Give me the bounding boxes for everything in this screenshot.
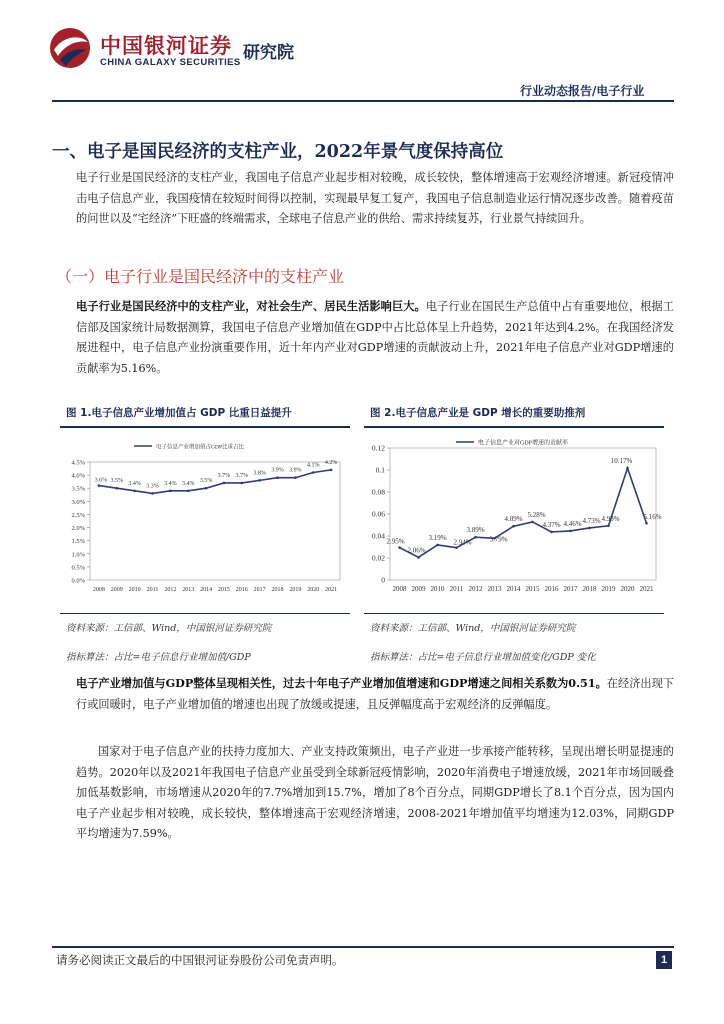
data-label: 3.89% <box>466 526 485 535</box>
subsection-paragraph <box>76 296 674 379</box>
x-tick-label: 2018 <box>582 585 597 593</box>
x-tick-label: 2018 <box>271 587 284 593</box>
y-tick-label: 0.08 <box>371 487 385 497</box>
data-point <box>531 521 534 524</box>
plot-frame <box>90 459 340 580</box>
page-number: 1 <box>656 951 672 969</box>
data-label: 4.93% <box>601 514 620 523</box>
data-label: 2.94% <box>453 538 472 547</box>
y-tick-label: 0.04 <box>371 531 385 541</box>
x-tick-label: 2016 <box>544 585 559 593</box>
data-point <box>455 546 458 549</box>
correlation-lead: 电子产业增加值与GDP整体呈现相关性，过去十年电子产业增加值增速和GDP增速之间相关系数为0.51。 <box>76 676 607 690</box>
y-tick-label: 2.5% <box>71 511 85 519</box>
section-title: 一、电子是国民经济的支柱产业，2022年景气度保持高位 <box>52 142 504 162</box>
report-type: 行业动态报告/电子行业 <box>520 84 645 98</box>
data-point <box>398 546 401 549</box>
x-tick-label: 2012 <box>164 587 177 593</box>
data-label: 3.3% <box>146 483 159 490</box>
data-point <box>115 487 118 490</box>
y-tick-label: 0 <box>381 575 385 585</box>
figure1-method: 指标算法：占比=电子信息行业增加值/GDP <box>66 652 251 663</box>
galaxy-logo-icon <box>48 26 92 70</box>
subsection-body: 电子行业在国民生产总值中占有重要地位，根据工信部及国家统计局数据测算，我国电子信息产业增加值在GDP中占比总体呈上升趋势，2021年达到4.2%。在我国经济发展进程中，电子信息产业扮演重要作用，近十年内产业对GDP增速的贡献波动上升，2021年电子信息产业对GDP增速的贡献率为5.16%。 <box>76 300 674 375</box>
x-tick-label: 2021 <box>325 587 338 593</box>
data-point <box>98 484 101 487</box>
y-tick-label: 3.0% <box>71 498 85 506</box>
figure1-chart <box>56 432 352 600</box>
data-label: 3.7% <box>217 472 231 479</box>
logo-en-text: CHINA GALAXY SECURITIES <box>100 57 241 68</box>
data-point <box>258 479 261 482</box>
x-tick-label: 2017 <box>563 585 578 593</box>
x-tick-label: 2011 <box>146 587 159 593</box>
data-point <box>607 524 610 527</box>
data-label: 2.06% <box>407 546 426 555</box>
data-label: 3.7% <box>235 472 249 479</box>
legend-label: 电子信息产业对GDP增速的贡献率 <box>478 440 569 447</box>
y-tick-label: 2.0% <box>71 525 85 533</box>
data-label: 3.8% <box>253 470 266 477</box>
data-point <box>512 525 515 528</box>
data-point <box>436 544 439 547</box>
y-tick-label: 0.12 <box>371 443 385 453</box>
footer-rule <box>52 946 674 948</box>
policy-paragraph: 国家对于电子信息产业的扶持力度加大、产业支持政策频出，电子产业进一步承接产能转移，呈现出增长明显提速的趋势。2020年以及2021年我国电子信息产业虽受到全球新冠疫情影响，2020年消费电子增速放缓，2021年市场回暖叠加低基数影响，市场增速从2020年的7.7%增加到15.7%，增加了8个百分点，同期GDP增长了8.1个百分点，因为国内电子产业起步相对较晚，成长较快，整体增速高于宏观经济增速，2008-2021年增加值平均增速为12.03%，同期GDP平均增速为7.59%。 <box>76 745 674 840</box>
figure2-rule <box>364 426 664 428</box>
y-tick-label: 0.1 <box>375 465 385 475</box>
y-tick-label: 0.0% <box>71 577 85 585</box>
x-tick-label: 2017 <box>253 587 266 593</box>
x-tick-label: 2013 <box>182 587 195 593</box>
figure1-bottom-rule <box>60 613 350 614</box>
figure1-caption: 图 1.电子信息产业增加值占 GDP 比重日益提升 <box>66 407 292 419</box>
institute-label: 研究院 <box>243 43 294 63</box>
data-label: 3.9% <box>289 467 302 474</box>
data-label: 3.5% <box>110 478 124 485</box>
x-tick-label: 2015 <box>525 585 540 593</box>
x-tick-label: 2014 <box>506 585 521 593</box>
x-tick-label: 2019 <box>601 585 616 593</box>
data-point <box>187 490 190 493</box>
y-tick-label: 4.0% <box>71 472 85 480</box>
x-tick-label: 2020 <box>307 587 320 593</box>
data-label: 4.1% <box>306 462 320 469</box>
figure2-bottom-rule <box>364 613 664 614</box>
data-point <box>133 490 136 493</box>
disclaimer-note: 请务必阅读正文最后的中国银河证券股份公司免责声明。 <box>56 953 344 967</box>
x-tick-label: 2015 <box>217 587 230 593</box>
x-tick-label: 2008 <box>392 585 407 593</box>
y-tick-label: 1.0% <box>71 551 85 559</box>
logo-cn-text: 中国银河证券 <box>100 34 232 58</box>
header-rule <box>52 100 674 102</box>
y-tick-label: 3.5% <box>71 485 85 493</box>
data-point <box>294 476 297 479</box>
data-label: 3.79% <box>489 535 508 544</box>
x-tick-label: 2010 <box>128 587 141 593</box>
data-point <box>276 476 279 479</box>
x-tick-label: 2011 <box>449 585 464 593</box>
data-point <box>151 492 154 495</box>
x-tick-label: 2008 <box>92 587 105 593</box>
x-tick-label: 2020 <box>620 585 635 593</box>
data-label: 4.73% <box>582 516 601 525</box>
data-point <box>169 490 172 493</box>
data-label: 3.9% <box>271 467 284 474</box>
data-label: 2.95% <box>386 537 405 546</box>
x-tick-label: 2021 <box>639 585 654 593</box>
figure1-source: 资料来源：工信部、Wind，中国银河证券研究院 <box>66 623 272 634</box>
subsection-lead: 电子行业是国民经济中的支柱产业，对社会生产、居民生活影响巨大。 <box>76 299 426 313</box>
data-point <box>588 527 591 530</box>
data-point <box>645 522 648 525</box>
series-line <box>400 468 647 557</box>
data-label: 3.4% <box>128 480 141 487</box>
figure1-rule <box>60 426 350 428</box>
x-tick-label: 2009 <box>411 585 426 593</box>
data-label: 5.28% <box>527 510 546 519</box>
y-tick-label: 1.5% <box>71 538 85 546</box>
y-tick-label: 0.02 <box>371 553 385 563</box>
data-label: 3.5% <box>199 478 213 485</box>
x-tick-label: 2014 <box>200 587 213 593</box>
x-tick-label: 2013 <box>487 585 502 593</box>
data-label: 3.4% <box>181 480 195 487</box>
y-tick-label: 0.06 <box>371 509 385 519</box>
figure2-source: 资料来源：工信部、Wind，中国银河证券研究院 <box>370 623 576 634</box>
correlation-body: 在经济出现下行或回暖时，电子产业增加值的增速也出现了放缓或提速，且反弹幅度高于宏观经济的反弹幅度。 <box>76 677 674 711</box>
data-label: 4.46% <box>563 519 582 528</box>
figure2-method: 指标算法：占比=电子信息行业增加值变化/GDP 变化 <box>370 652 596 663</box>
figure2-chart <box>360 432 666 600</box>
data-point <box>330 469 333 472</box>
y-tick-label: 4.5% <box>71 459 85 467</box>
data-label: 5.16% <box>643 513 662 522</box>
figure2-caption: 图 2.电子信息产业是 GDP 增长的重要助推剂 <box>370 407 586 419</box>
data-label: 4.2% <box>324 459 338 466</box>
data-point <box>474 536 477 539</box>
section-paragraph: 电子行业是国民经济的支柱产业，我国电子信息产业起步相对较晚，成长较快，整体增速高于宏观经济增速。新冠疫情冲击电子信息产业，我国疫情在较短时间得以控制，实现最早复工复产，我国电子信息制造业运行情况逐步改善。随着疫苗的问世以及“宅经济”下旺盛的终端需求，全球电子信息产业的供给、需求持续复苏，行业景气持续回升。 <box>76 171 674 225</box>
data-point <box>626 467 629 470</box>
data-point <box>417 556 420 559</box>
x-tick-label: 2016 <box>235 587 248 593</box>
data-point <box>312 471 315 474</box>
data-label: 3.19% <box>428 533 447 542</box>
data-label: 4.37% <box>542 520 561 529</box>
x-tick-label: 2010 <box>430 585 445 593</box>
data-label: 3.4% <box>164 480 177 487</box>
data-point <box>240 482 243 485</box>
x-tick-label: 2012 <box>468 585 483 593</box>
data-point <box>569 530 572 533</box>
legend-label: 电子信息产业增加值占GDP比重占比 <box>156 444 245 451</box>
x-tick-label: 2009 <box>110 587 123 593</box>
data-label: 10.17% <box>610 457 633 466</box>
data-point <box>223 482 226 485</box>
correlation-paragraph <box>76 673 674 715</box>
y-tick-label: 0.5% <box>71 564 85 572</box>
data-label: 3.6% <box>94 477 108 484</box>
data-point <box>550 531 553 534</box>
subsection-title: （一）电子行业是国民经济中的支柱产业 <box>56 267 345 286</box>
data-point <box>205 487 208 490</box>
data-label: 4.89% <box>504 515 523 524</box>
x-tick-label: 2019 <box>289 587 302 593</box>
